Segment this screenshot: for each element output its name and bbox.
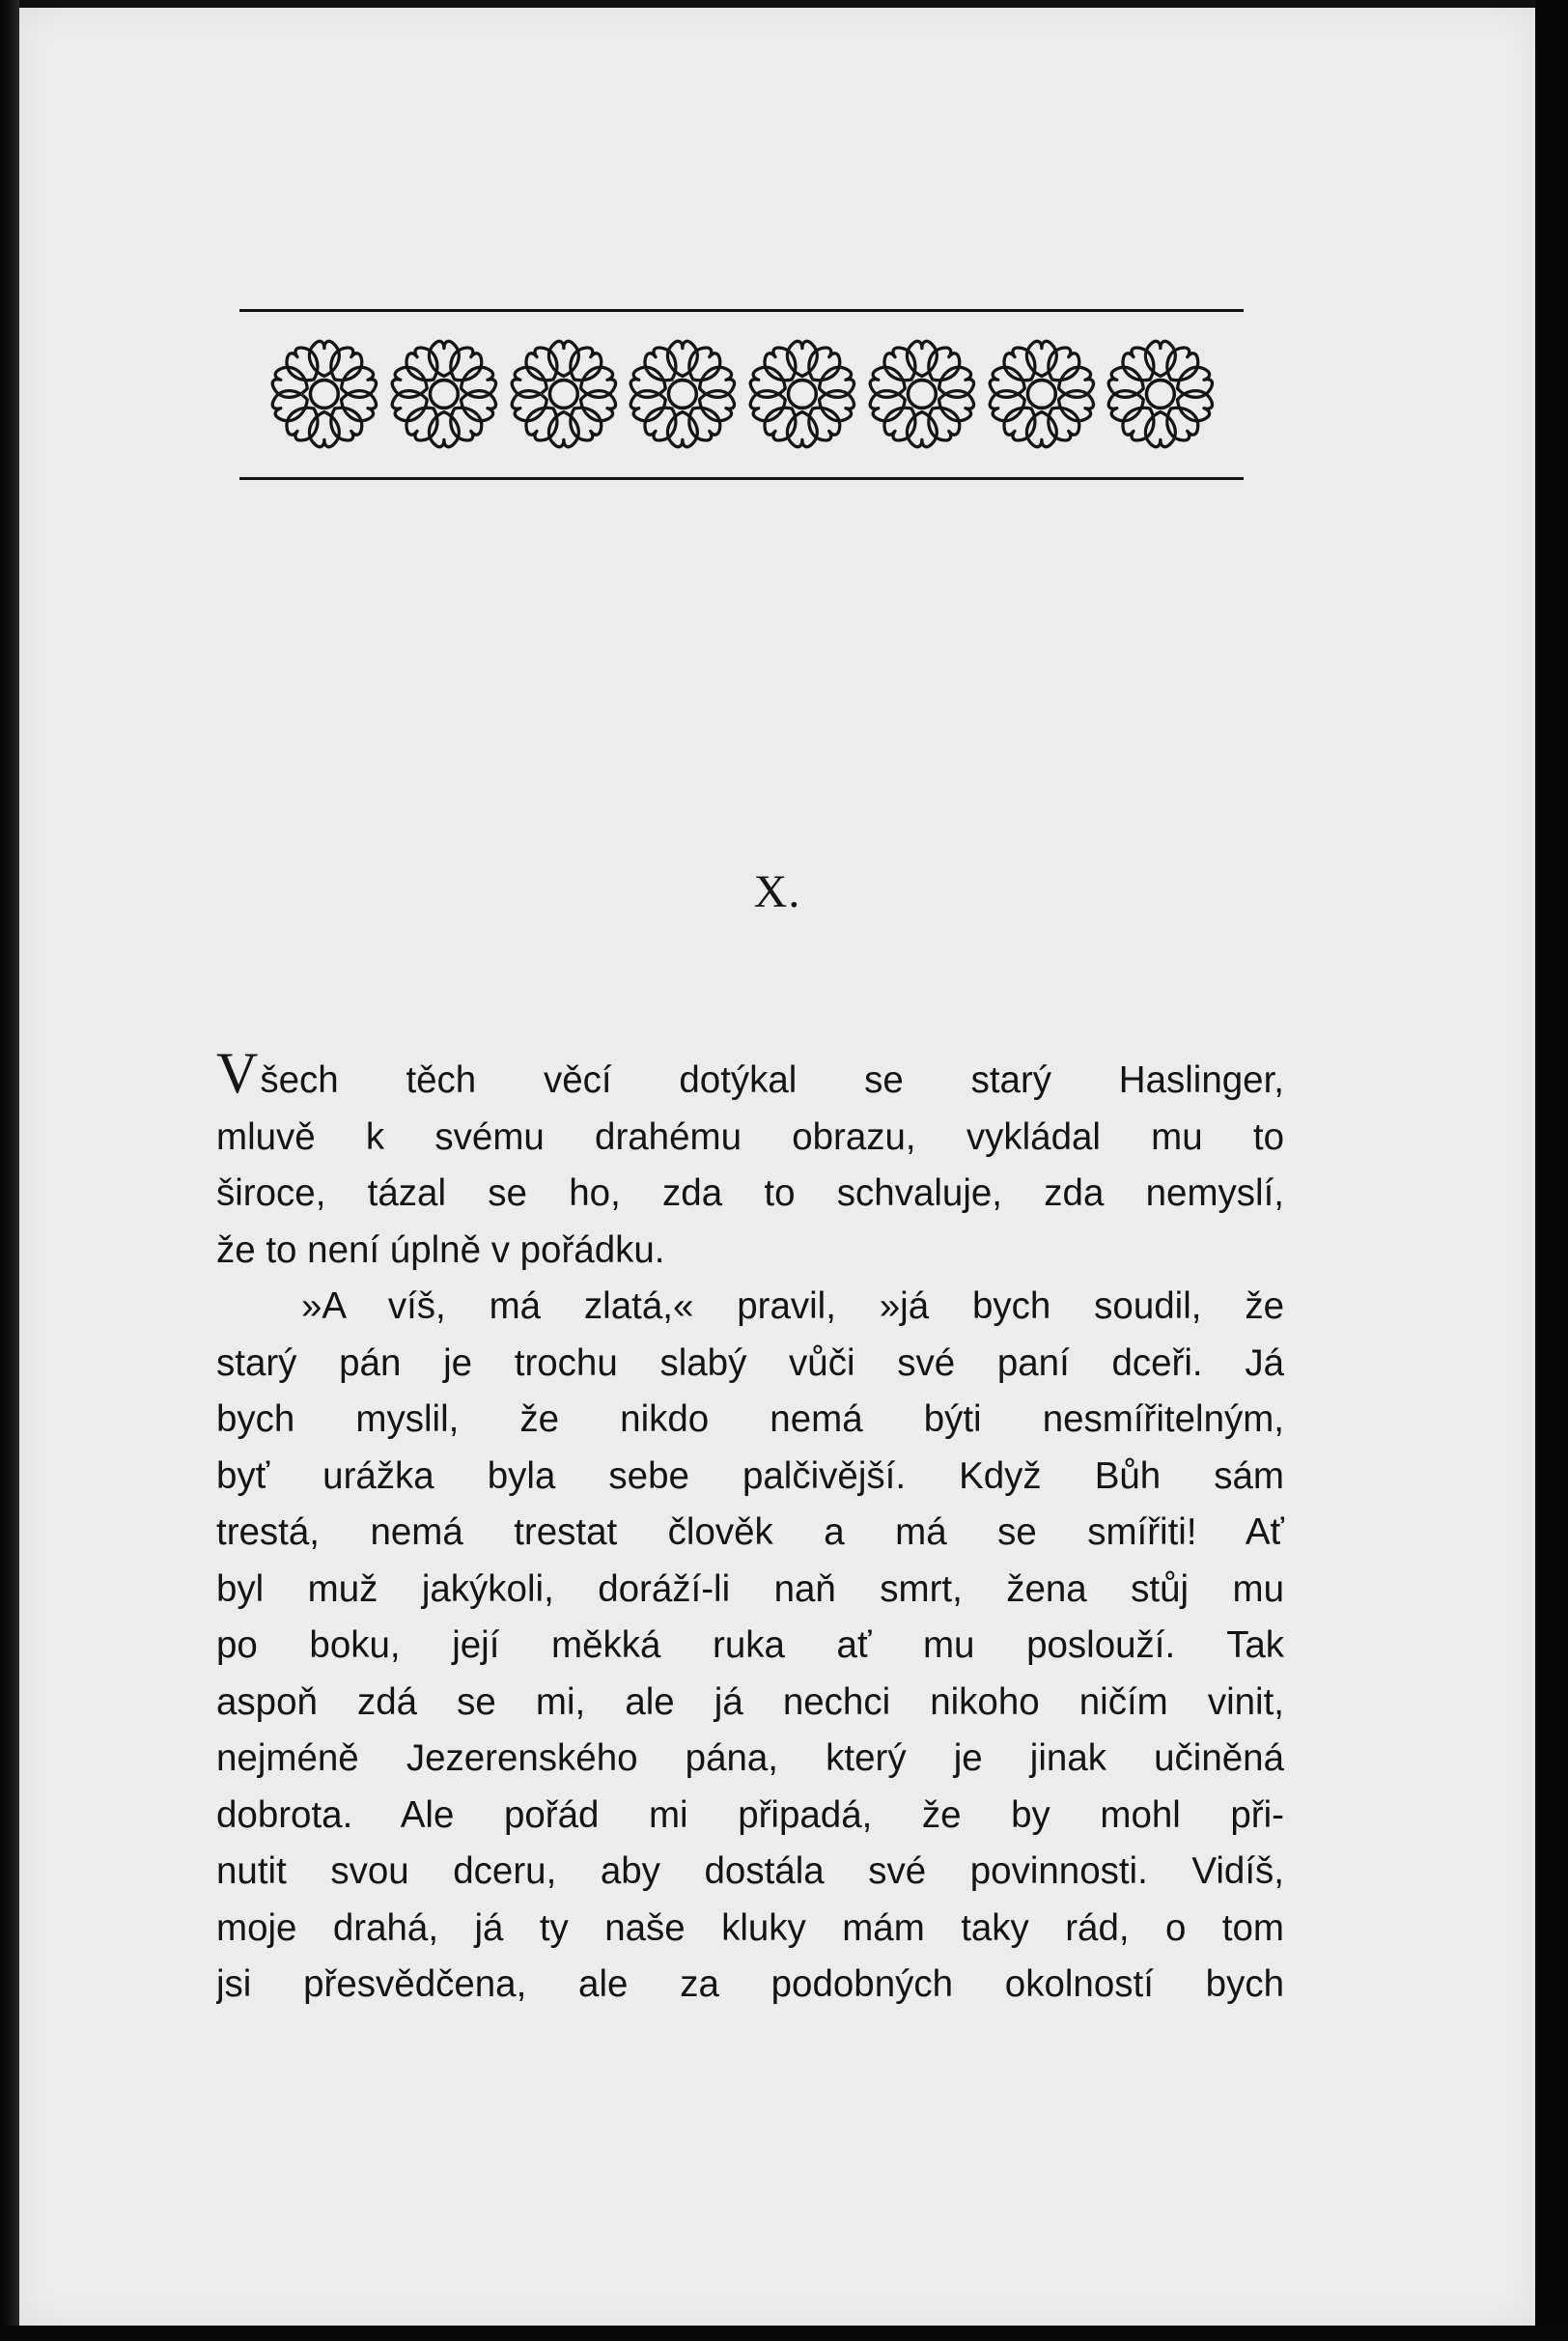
text-line: byť urážka byla sebe palčivější. Když Bůh sám [216,1454,1284,1497]
text-line: starý pán je trochu slabý vůči své paní dceři. Já [216,1341,1284,1384]
flower-rosette-icon [862,334,982,454]
text-line: aspoň zdá se mi, ale já nechci nikoho ničím vinit, [216,1680,1284,1723]
text-line: po boku, její měkká ruka ať mu poslouží. Tak [216,1624,1284,1666]
ornament-top-rule [239,309,1244,312]
body-text [216,1053,1284,2014]
text-line: nejméně Jezerenského pána, který je jinak učiněná [216,1737,1284,1779]
text-line: byl muž jakýkoli, doráží-li naň smrt, žena stůj mu [216,1567,1284,1610]
book-page [19,8,1535,2326]
scan-edge-left [0,0,19,2341]
flower-rosette-icon [504,334,624,454]
ornament-bottom-rule [239,477,1244,480]
flower-row [265,334,1220,454]
chapter-number: X. [753,866,801,917]
text-line: bych myslil, že nikdo nemá býti nesmířitelným, [216,1398,1284,1440]
text-line: nutit svou dceru, aby dostála své povinnosti. Vidíš, [216,1850,1284,1892]
text-line: moje drahá, já ty naše kluky mám taky rád, o tom [216,1906,1284,1949]
text-line: dobrota. Ale pořád mi připadá, že by mohl při- [216,1793,1284,1836]
text-line: široce, tázal se ho, zda to schvaluje, zda nemyslí, [216,1172,1284,1214]
text-line: jsi přesvědčena, ale za podobných okolností bych [216,1963,1284,2005]
flower-rosette-icon [982,334,1102,454]
flower-rosette-icon [623,334,742,454]
text-line: mluvě k svému drahému obrazu, vykládal mu to [216,1115,1284,1158]
flower-rosette-icon [1101,334,1220,454]
flower-rosette-icon [384,334,504,454]
flower-rosette-icon [742,334,862,454]
scan-edge-right [1535,0,1568,2341]
text-line: že to není úplně v pořádku. [216,1228,665,1271]
flower-rosette-icon [265,334,384,454]
drop-cap: V [216,1053,259,1105]
chapter-ornament-band [239,309,1244,483]
text-line: trestá, nemá trestat člověk a má se smířiti! Ať [216,1511,1284,1553]
text-line [216,1053,1284,1110]
text-line: »A víš, má zlatá,« pravil, »já bych soudil, že [301,1285,1284,1327]
line-text: šech těch věcí dotýkal se starý Haslinger, [260,1059,1284,1101]
scan-edge-bottom [0,2326,1568,2341]
